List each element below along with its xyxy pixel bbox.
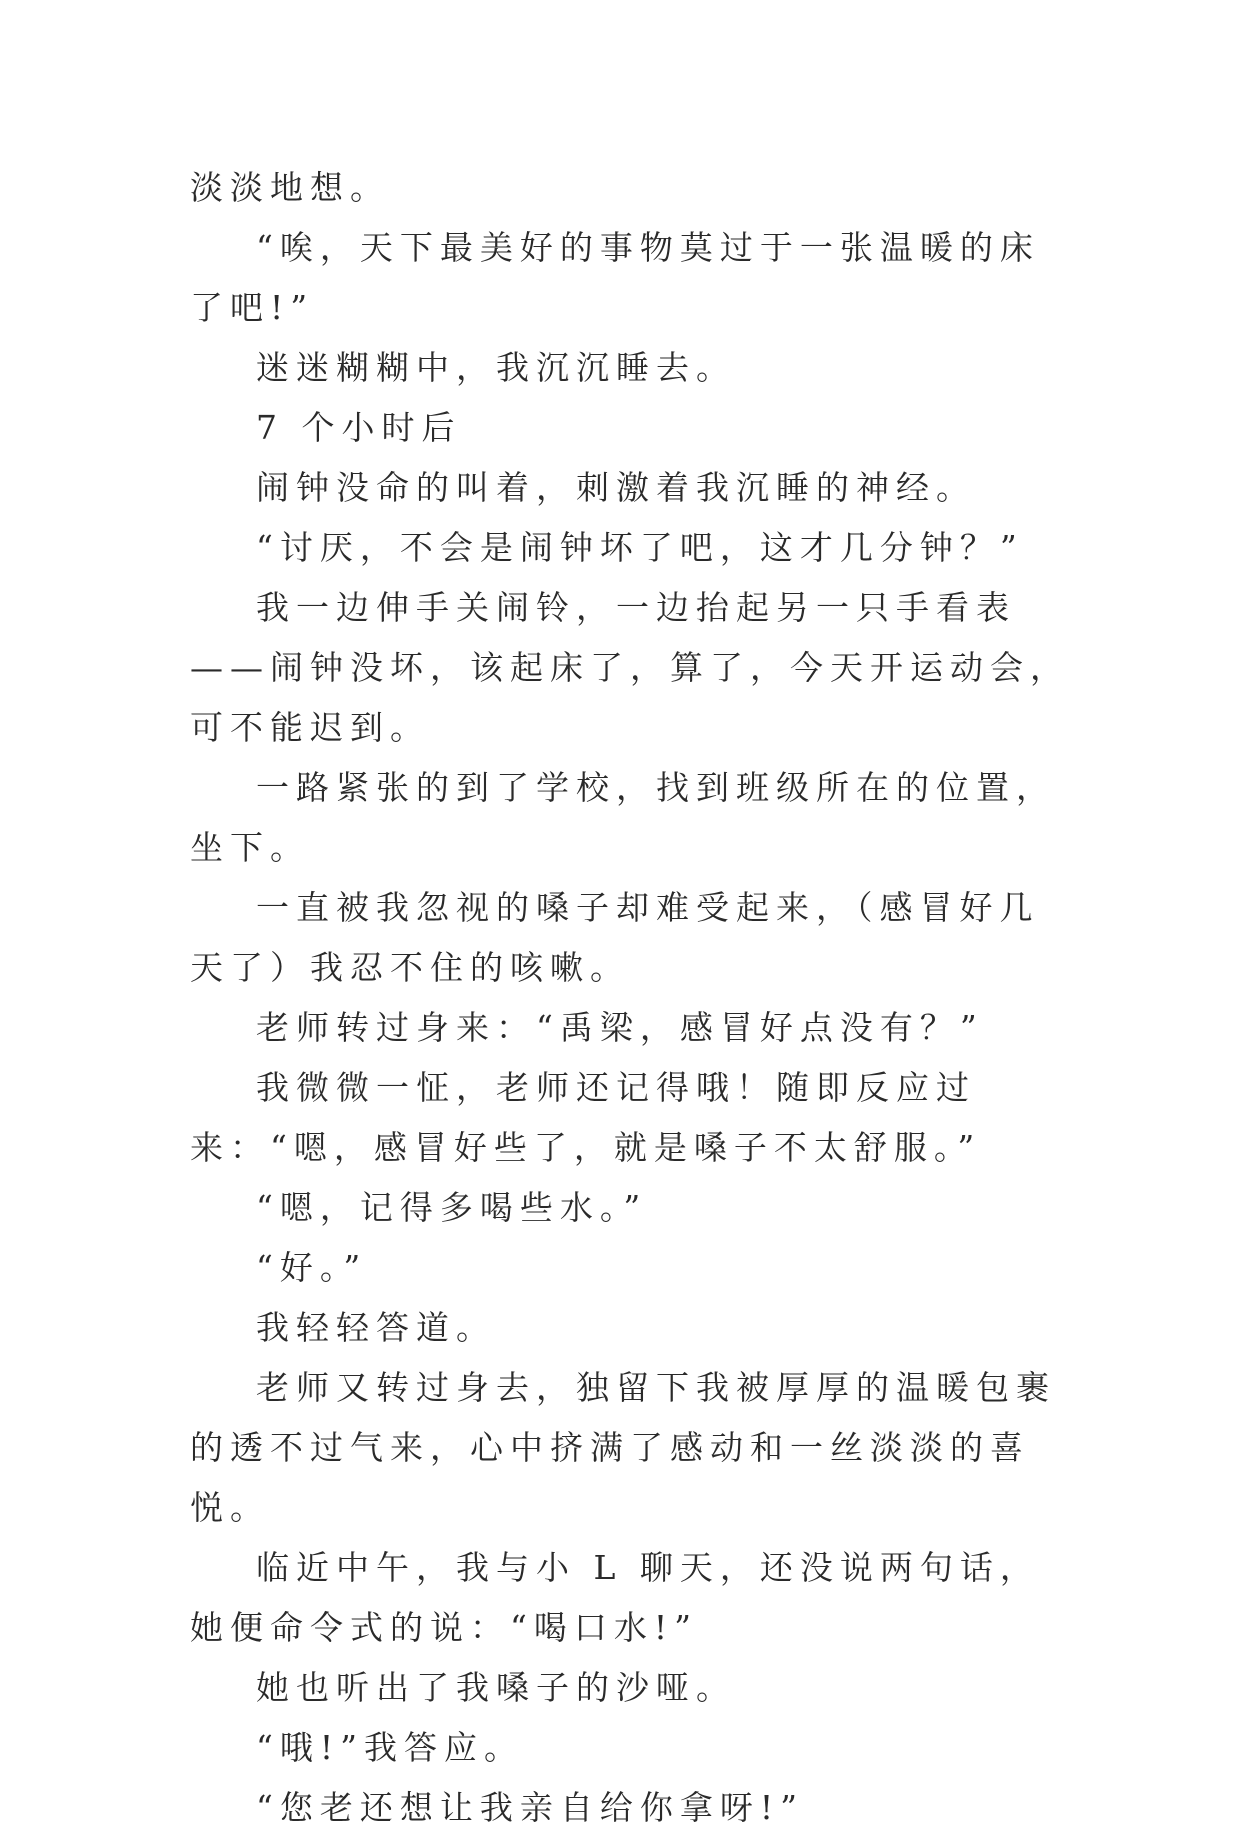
paragraph: 她也听出了我嗓子的沙哑。 <box>256 1668 736 1707</box>
paragraph: 我一边伸手关闹铃，一边抬起另一只手看表——闹钟没坏，该起床了，算了，今天开运动会，可不能迟到。 <box>190 588 1070 747</box>
paragraph: 7 个小时后 <box>256 408 462 447</box>
body-text <box>190 158 1070 1838</box>
paragraph: “嗯，记得多喝些水。” <box>256 1188 648 1227</box>
paragraph: “唉，天下最美好的事物莫过于一张温暖的床了吧!” <box>190 228 1040 327</box>
paragraph: 临近中午，我与小 L 聊天，还没说两句话，她便命令式的说：“喝口水!” <box>190 1548 1040 1647</box>
paragraph: “您老还想让我亲自给你拿呀!” <box>256 1788 805 1827</box>
paragraph: “讨厌，不会是闹钟坏了吧，这才几分钟？” <box>256 528 1024 567</box>
paragraph: 闹钟没命的叫着，刺激着我沉睡的神经。 <box>256 468 976 507</box>
paragraph: 我轻轻答道。 <box>256 1308 496 1347</box>
paragraph: 老师又转过身去，独留下我被厚厚的温暖包裹的透不过气来，心中挤满了感动和一丝淡淡的喜悦。 <box>190 1368 1056 1527</box>
paragraph: “哦!”我答应。 <box>256 1728 525 1767</box>
paragraph: 我微微一怔，老师还记得哦！随即反应过来：“嗯，感冒好些了，就是嗓子不太舒服。” <box>190 1068 982 1167</box>
paragraph: 淡淡地想。 <box>190 168 390 207</box>
paragraph: 老师转过身来：“禹梁，感冒好点没有？” <box>256 1008 984 1047</box>
paragraph: 一直被我忽视的嗓子却难受起来，（感冒好几天了）我忍不住的咳嗽。 <box>190 888 1040 987</box>
paragraph: “好。” <box>256 1248 368 1287</box>
paragraph: 一路紧张的到了学校，找到班级所在的位置，坐下。 <box>190 768 1056 867</box>
paragraph: 迷迷糊糊中，我沉沉睡去。 <box>256 348 736 387</box>
